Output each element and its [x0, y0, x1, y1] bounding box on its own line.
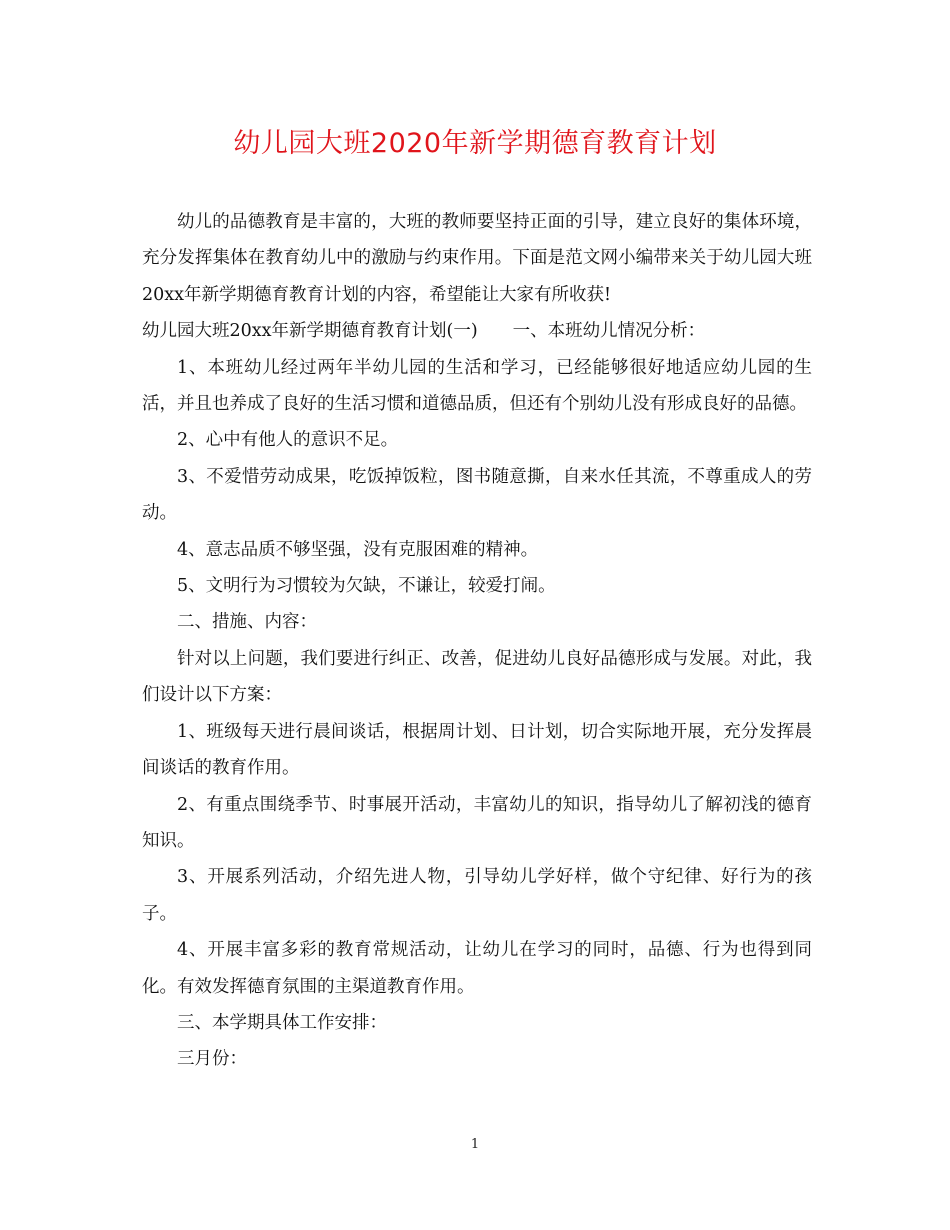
measure-item-3: 3、开展系列活动，介绍先进人物，引导幼儿学好样，做个守纪律、好行为的孩子。 [142, 867, 812, 924]
analysis-item-1: 1、本班幼儿经过两年半幼儿园的生活和学习，已经能够很好地适应幼儿园的生活，并且也养成了良好的生活习惯和道德品质，但还有个别幼儿没有形成良好的品德。 [142, 357, 812, 415]
section-heading-schedule: 三、本学期具体工作安排： [177, 1012, 387, 1033]
analysis-item-3: 3、不爱惜劳动成果，吃饭掉饭粒，图书随意撕，自来水任其流，不尊重成人的劳动。 [142, 466, 812, 524]
month-heading-march: 三月份： [177, 1049, 247, 1070]
document-body [142, 204, 812, 1078]
plan-heading-paragraph: 幼儿园大班20xx年新学期德育教育计划(一) 一、本班幼儿情况分析： [142, 321, 706, 342]
intro-paragraph: 幼儿的品德教育是丰富的，大班的教师要坚持正面的引导，建立良好的集体环境，充分发挥集体在教育幼儿中的激励与约束作用。下面是范文网小编带来关于幼儿园大班20xx年新学期德育教育计划的内容，希望能让大家有所收获! [142, 212, 812, 305]
analysis-item-4: 4、意志品质不够坚强，没有克服困难的精神。 [177, 539, 539, 560]
document-title: 幼儿园大班2020年新学期德育教育计划 [233, 128, 717, 159]
analysis-item-5: 5、文明行为习惯较为欠缺，不谦让，较爱打闹。 [177, 576, 556, 597]
page-number: 1 [470, 1137, 480, 1152]
measure-item-4: 4、开展丰富多彩的教育常规活动，让幼儿在学习的同时，品德、行为也得到同化。有效发挥德育氛围的主渠道教育作用。 [142, 940, 812, 997]
analysis-item-2: 2、心中有他人的意识不足。 [177, 430, 399, 451]
measure-item-2: 2、有重点围绕季节、时事展开活动，丰富幼儿的知识，指导幼儿了解初浅的德育知识。 [142, 794, 812, 851]
measure-item-1: 1、班级每天进行晨间谈话，根据周计划、日计划，切合实际地开展，充分发挥晨间谈话的教育作用。 [142, 721, 812, 779]
section-heading-measures: 二、措施、内容： [177, 612, 317, 633]
measures-intro-paragraph: 针对以上问题，我们要进行纠正、改善，促进幼儿良好品德形成与发展。对此，我们设计以下方案： [142, 648, 812, 706]
